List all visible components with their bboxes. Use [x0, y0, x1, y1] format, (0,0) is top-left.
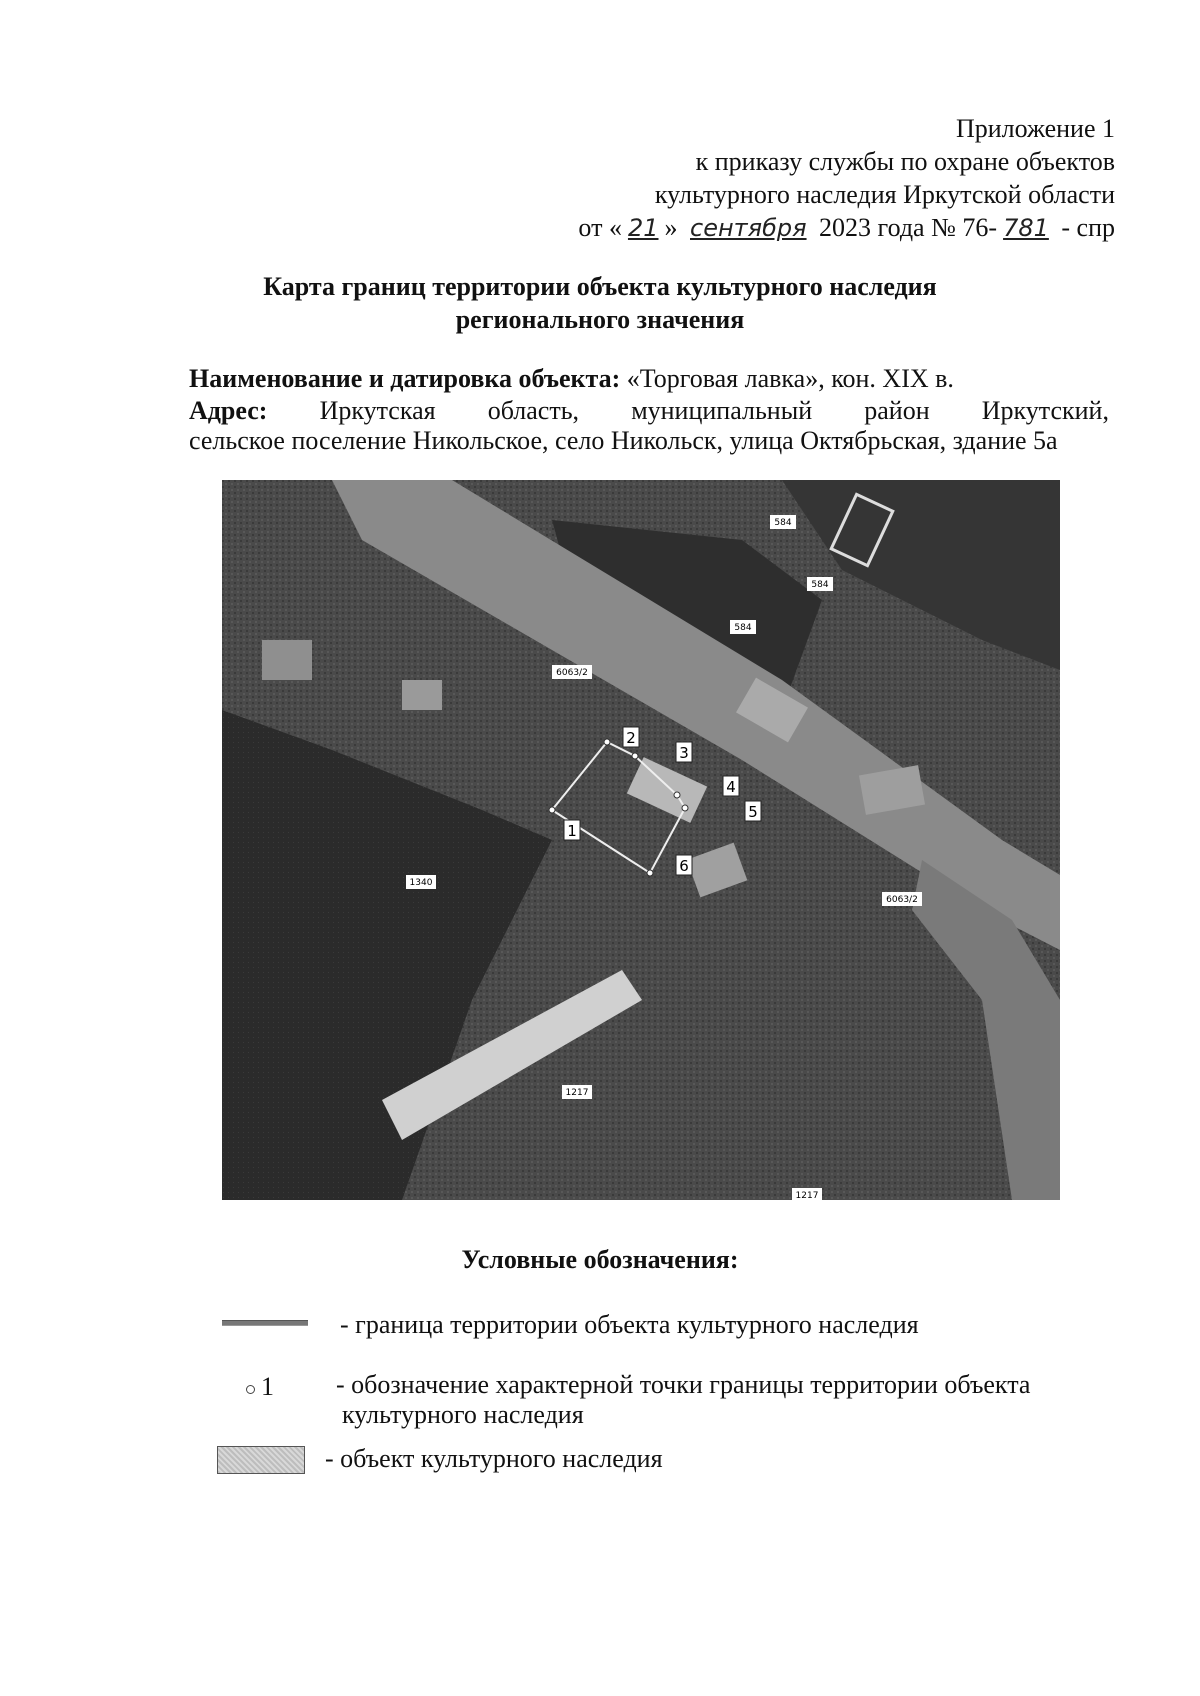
svg-text:584: 584 — [811, 580, 829, 590]
order-month: сентября — [690, 214, 807, 242]
order-number: 781 — [1003, 214, 1049, 242]
boundary-point-4 — [674, 792, 680, 798]
order-mid: » — [664, 213, 678, 242]
object-name-value: «Торговая лавка», кон. XIX в. — [626, 364, 954, 393]
legend-boundary-text: - граница территории объекта культурного наследия — [340, 1310, 919, 1339]
address-line-1 — [189, 396, 1109, 426]
cadastral-label — [792, 1188, 822, 1200]
cadastral-label — [406, 875, 436, 889]
point-label-4 — [723, 776, 739, 796]
legend-point-line-1: - обозначение характерной точки границы территории объекта — [336, 1370, 1031, 1399]
point-label-5 — [745, 801, 761, 821]
object-name-label: Наименование и датировка объекта: — [189, 364, 621, 393]
svg-text:6: 6 — [679, 857, 689, 875]
svg-text:584: 584 — [734, 623, 752, 633]
svg-text:6063/2: 6063/2 — [556, 668, 588, 678]
legend-title: Условные обозначения: — [461, 1245, 739, 1274]
cadastral-label — [882, 892, 922, 906]
boundary-point-1 — [549, 807, 555, 813]
svg-text:1217: 1217 — [795, 1191, 819, 1200]
address-word: район — [864, 396, 930, 425]
object-name-line — [189, 364, 954, 394]
point-label-3 — [676, 742, 692, 762]
cadastral-label — [770, 515, 796, 529]
svg-text:2: 2 — [626, 729, 636, 747]
svg-text:584: 584 — [774, 518, 792, 528]
order-year: 2023 года № 76- — [819, 213, 998, 242]
appendix-order-line: к приказу службы по охране объектов — [695, 147, 1115, 176]
address-word: Иркутская — [319, 396, 436, 425]
svg-text:1: 1 — [567, 822, 577, 840]
boundary-point-5 — [682, 805, 688, 811]
title-line-1: Карта границ территории объекта культурного наследия — [263, 272, 937, 301]
address-word: область, — [487, 396, 580, 425]
legend-point-text — [336, 1370, 1116, 1430]
legend-point-line-2: культурного наследия — [342, 1400, 584, 1429]
boundary-point-2 — [604, 739, 610, 745]
order-suffix: - спр — [1061, 213, 1115, 242]
point-label-2 — [623, 727, 639, 747]
legend-boundary-swatch — [222, 1320, 308, 1326]
title-line-2: регионального значения — [455, 305, 745, 334]
order-prefix: от « — [578, 213, 622, 242]
legend-object-swatch — [217, 1446, 305, 1474]
satellite-map-image — [222, 480, 1060, 1200]
cadastral-label — [562, 1085, 592, 1099]
boundary-point-3 — [632, 753, 638, 759]
point-label-6 — [676, 855, 692, 875]
legend-point-number: 1 — [261, 1372, 274, 1401]
order-day: 21 — [627, 214, 659, 242]
svg-text:4: 4 — [726, 778, 736, 796]
appendix-authority-line: культурного наследия Иркутской области — [654, 180, 1115, 209]
svg-text:5: 5 — [748, 803, 758, 821]
cadastral-label — [552, 665, 592, 679]
cadastral-label — [730, 620, 756, 634]
address-word: Иркутский, — [981, 396, 1109, 425]
order-date-line — [578, 211, 1115, 245]
building — [262, 640, 312, 680]
svg-text:1217: 1217 — [565, 1088, 589, 1098]
address-word: муниципальный — [631, 396, 813, 425]
document-title — [0, 270, 1200, 336]
object-address — [189, 396, 1109, 456]
cadastral-label — [807, 577, 833, 591]
legend-point-swatch — [246, 1372, 274, 1402]
appendix-header — [578, 112, 1115, 245]
address-label: Адрес: — [189, 396, 268, 425]
svg-text:6063/2: 6063/2 — [886, 895, 918, 905]
svg-text:1340: 1340 — [409, 878, 433, 888]
svg-text:3: 3 — [679, 744, 689, 762]
boundary-point-6 — [647, 870, 653, 876]
appendix-number: Приложение 1 — [955, 114, 1115, 143]
building — [402, 680, 442, 710]
point-marker-icon — [246, 1385, 255, 1394]
legend-object-text: - объект культурного наследия — [325, 1444, 663, 1473]
point-label-1 — [564, 820, 580, 840]
address-line-2: сельское поселение Никольское, село Никольск, улица Октябрьская, здание 5а — [189, 426, 1058, 455]
boundary-map — [222, 480, 1060, 1200]
